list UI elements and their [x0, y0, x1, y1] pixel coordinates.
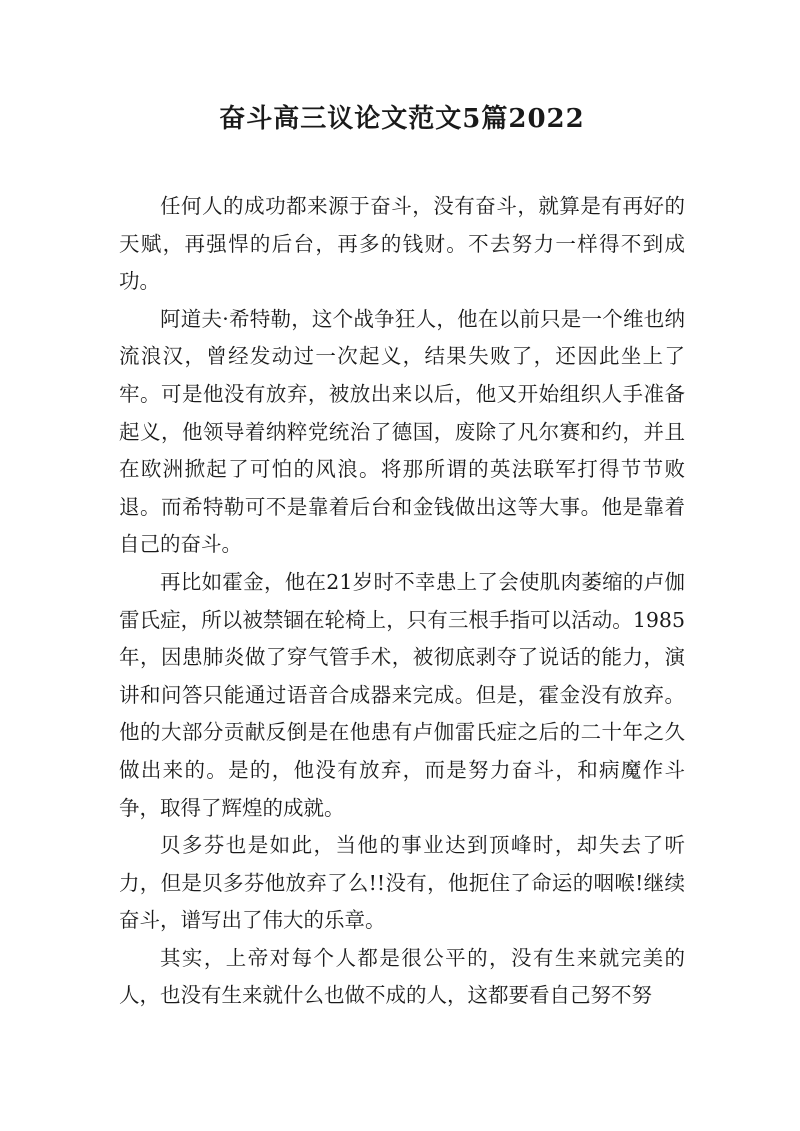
paragraph-4: 贝多芬也是如此，当他的事业达到顶峰时，却失去了听力，但是贝多芬他放弃了么!!没有，他扼住了命运的咽喉!继续奋斗，谱写出了伟大的乐章。 [119, 833, 685, 933]
paragraph-3: 再比如霍金，他在21岁时不幸患上了会使肌肉萎缩的卢伽雷氏症，所以被禁锢在轮椅上，只有三根手指可以活动。1985年，因患肺炎做了穿气管手术，被彻底剥夺了说话的能力，演讲和问答只能通过语音合成器来完成。但是，霍金没有放弃。他的大部分贡献反倒是在他患有卢伽雷氏症之后的二十年之久做出来的。是的，他没有放弃，而是努力奋斗，和病魔作斗争，取得了辉煌的成就。 [119, 569, 685, 820]
paragraph-1: 任何人的成功都来源于奋斗，没有奋斗，就算是有再好的天赋，再强悍的后台，再多的钱财。不去努力一样得不到成功。 [119, 194, 685, 294]
paragraph-5: 其实，上帝对每个人都是很公平的，没有生来就完美的人，也没有生来就什么也做不成的人，这都要看自己努不努 [119, 945, 685, 1008]
document-title: 奋斗高三议论文范文5篇2022 [219, 104, 585, 134]
paragraph-2: 阿道夫·希特勒，这个战争狂人，他在以前只是一个维也纳流浪汉，曾经发动过一次起义，结果失败了，还因此坐上了牢。可是他没有放弃，被放出来以后，他又开始组织人手准备起义，他领导着纳粹党统治了德国，废除了凡尔赛和约，并且在欧洲掀起了可怕的风浪。将那所谓的英法联军打得节节败退。而希特勒可不是靠着后台和金钱做出这等大事。他是靠着自己的奋斗。 [119, 306, 685, 557]
